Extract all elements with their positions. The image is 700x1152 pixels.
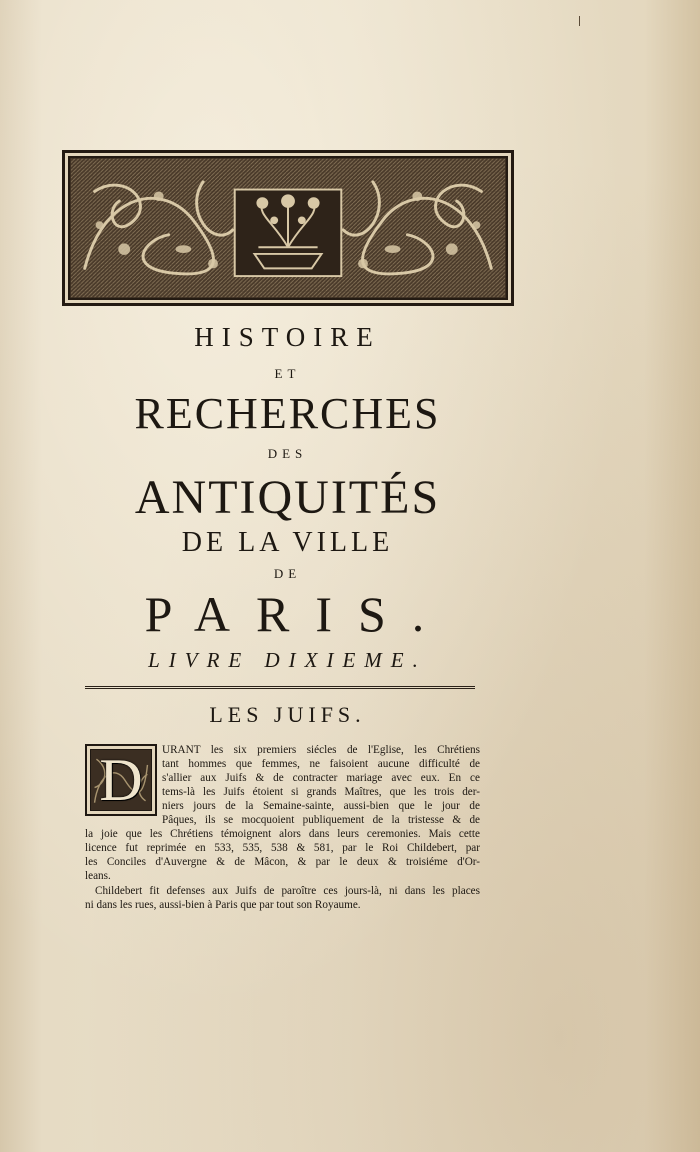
paragraph-line: les Conciles d'Auvergne & de Mâcon, & par le deux & troisiéme d'Or-: [85, 856, 480, 868]
ornamental-headpiece: [62, 150, 514, 306]
title-line-des: DES: [267, 446, 308, 461]
paragraph-line: leans.: [85, 870, 111, 882]
paragraph-line: Pâques, ils se mocquoient publiquement de la tristesse & de: [162, 814, 480, 826]
paragraph-line: niers jours de la Semaine-sainte, aussi-bien que le jour de: [162, 800, 480, 812]
paragraph-line: tant hommes que femmes, ne faisoient aucune difficulté de: [162, 758, 480, 770]
floral-ornament-icon: [65, 153, 511, 303]
paragraph-line: licence fut reprimée en 533, 535, 538 & 581, par le Roi Childebert, par: [85, 842, 480, 854]
title-line-ville: DE LA VILLE: [181, 527, 394, 558]
paragraph-line: tems-là les Juifs étoient si grands Maîtres, que les trois der-: [162, 786, 480, 798]
book-number: LIVRE DIXIEME.: [148, 648, 427, 672]
section-heading: LES JUIFS.: [209, 702, 366, 727]
divider-rule: [85, 686, 475, 689]
paragraph-line: ni dans les rues, aussi-bien à Paris que par tout son Royaume.: [85, 899, 361, 911]
title-line-paris: PARIS.: [144, 586, 451, 642]
drop-cap-ornament: [85, 744, 157, 816]
paragraph-line: la joie que les Chrétiens témoignent alors dans leurs ceremonies. Mais cette: [85, 828, 480, 840]
drop-cap-letter: D: [99, 747, 143, 813]
paragraph-line: URANT les six premiers siécles de l'Eglise, les Chrétiens: [162, 744, 480, 756]
paragraph-line: s'allier aux Juifs & de contracter mariage avec eux. En ce: [162, 772, 480, 784]
title-line-recherches: RECHERCHES: [134, 389, 441, 438]
title-line-et: ET: [274, 366, 301, 381]
title-line-histoire: HISTOIRE: [194, 322, 381, 352]
paragraph-line: Childebert fit defenses aux Juifs de paroître ces jours-là, ni dans les places: [95, 885, 480, 897]
title-line-antiquites: ANTIQUITÉS: [134, 471, 441, 524]
title-line-de: DE: [273, 566, 302, 581]
margin-mark: [579, 16, 580, 26]
